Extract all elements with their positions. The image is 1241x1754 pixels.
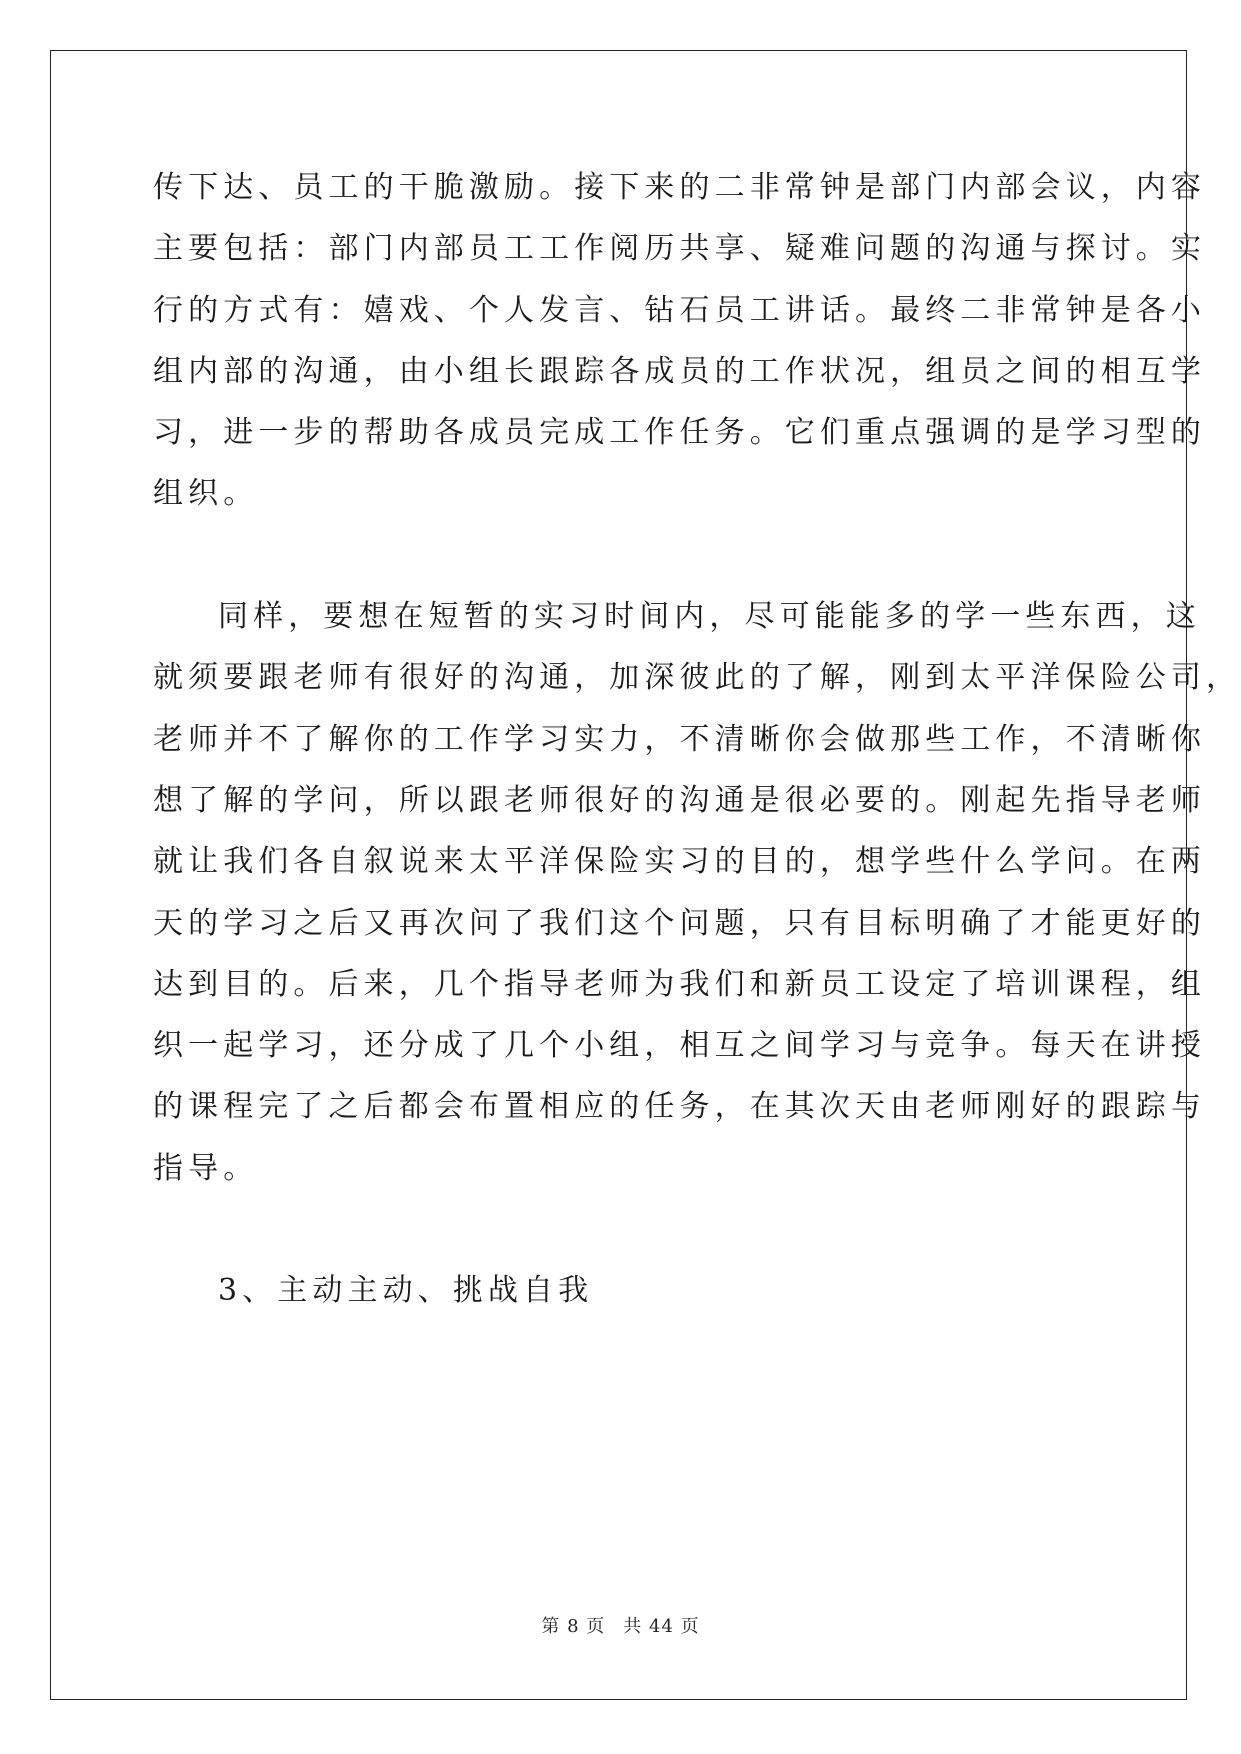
text-line: 就须要跟老师有很好的沟通，加深彼此的了解，刚到太平洋保险公司， bbox=[153, 660, 1241, 696]
page-footer bbox=[0, 1612, 1241, 1638]
text-line: 行的方式有：嬉戏、个人发言、钻石员工讲话。最终二非常钟是各小 bbox=[153, 292, 1206, 328]
paragraph-2 bbox=[153, 586, 1241, 1199]
text-line: 老师并不了解你的工作学习实力，不清晰你会做那些工作，不清晰你 bbox=[153, 721, 1206, 757]
text-line: 天的学习之后又再次问了我们这个问题，只有目标明确了才能更好的 bbox=[153, 905, 1206, 941]
text-line: 习，进一步的帮助各成员完成工作任务。它们重点强调的是学习型的 bbox=[153, 415, 1206, 451]
text-line: 就让我们各自叙说来太平洋保险实习的目的，想学些什么学问。在两 bbox=[153, 844, 1206, 880]
page-number: 第 8 页 bbox=[541, 1616, 606, 1637]
paragraph-spacing bbox=[153, 525, 1089, 586]
text-line: 的课程完了之后都会布置相应的任务，在其次天由老师刚好的跟踪与 bbox=[153, 1089, 1206, 1125]
text-line: 传下达、员工的干脆激励。接下来的二非常钟是部门内部会议，内容 bbox=[153, 170, 1206, 205]
text-line: 想了解的学问，所以跟老师很好的沟通是很必要的。刚起先指导老师 bbox=[153, 782, 1206, 818]
section-heading bbox=[153, 1260, 1089, 1321]
text-line: 主要包括：部门内部员工工作阅历共享、疑难问题的沟通与探讨。实 bbox=[153, 231, 1206, 267]
text-line: 组内部的沟通，由小组长跟踪各成员的工作状况，组员之间的相互学 bbox=[153, 353, 1206, 389]
paragraph-spacing bbox=[153, 1199, 1089, 1260]
text-line: 达到目的。后来，几个指导老师为我们和新员工设定了培训课程，组 bbox=[153, 966, 1206, 1002]
text-line: 同样，要想在短暂的实习时间内，尽可能能多的学一些东西，这 bbox=[218, 599, 1201, 635]
text-line: 3、主动主动、挑战自我 bbox=[218, 1273, 594, 1309]
page-total: 共 44 页 bbox=[623, 1616, 700, 1637]
document-body bbox=[153, 157, 1241, 1322]
text-line: 指导。 bbox=[153, 1150, 259, 1186]
paragraph-1 bbox=[153, 157, 1206, 525]
text-line: 织一起学习，还分成了几个小组，相互之间学习与竞争。每天在讲授 bbox=[153, 1028, 1206, 1064]
text-line: 组织。 bbox=[153, 476, 259, 512]
